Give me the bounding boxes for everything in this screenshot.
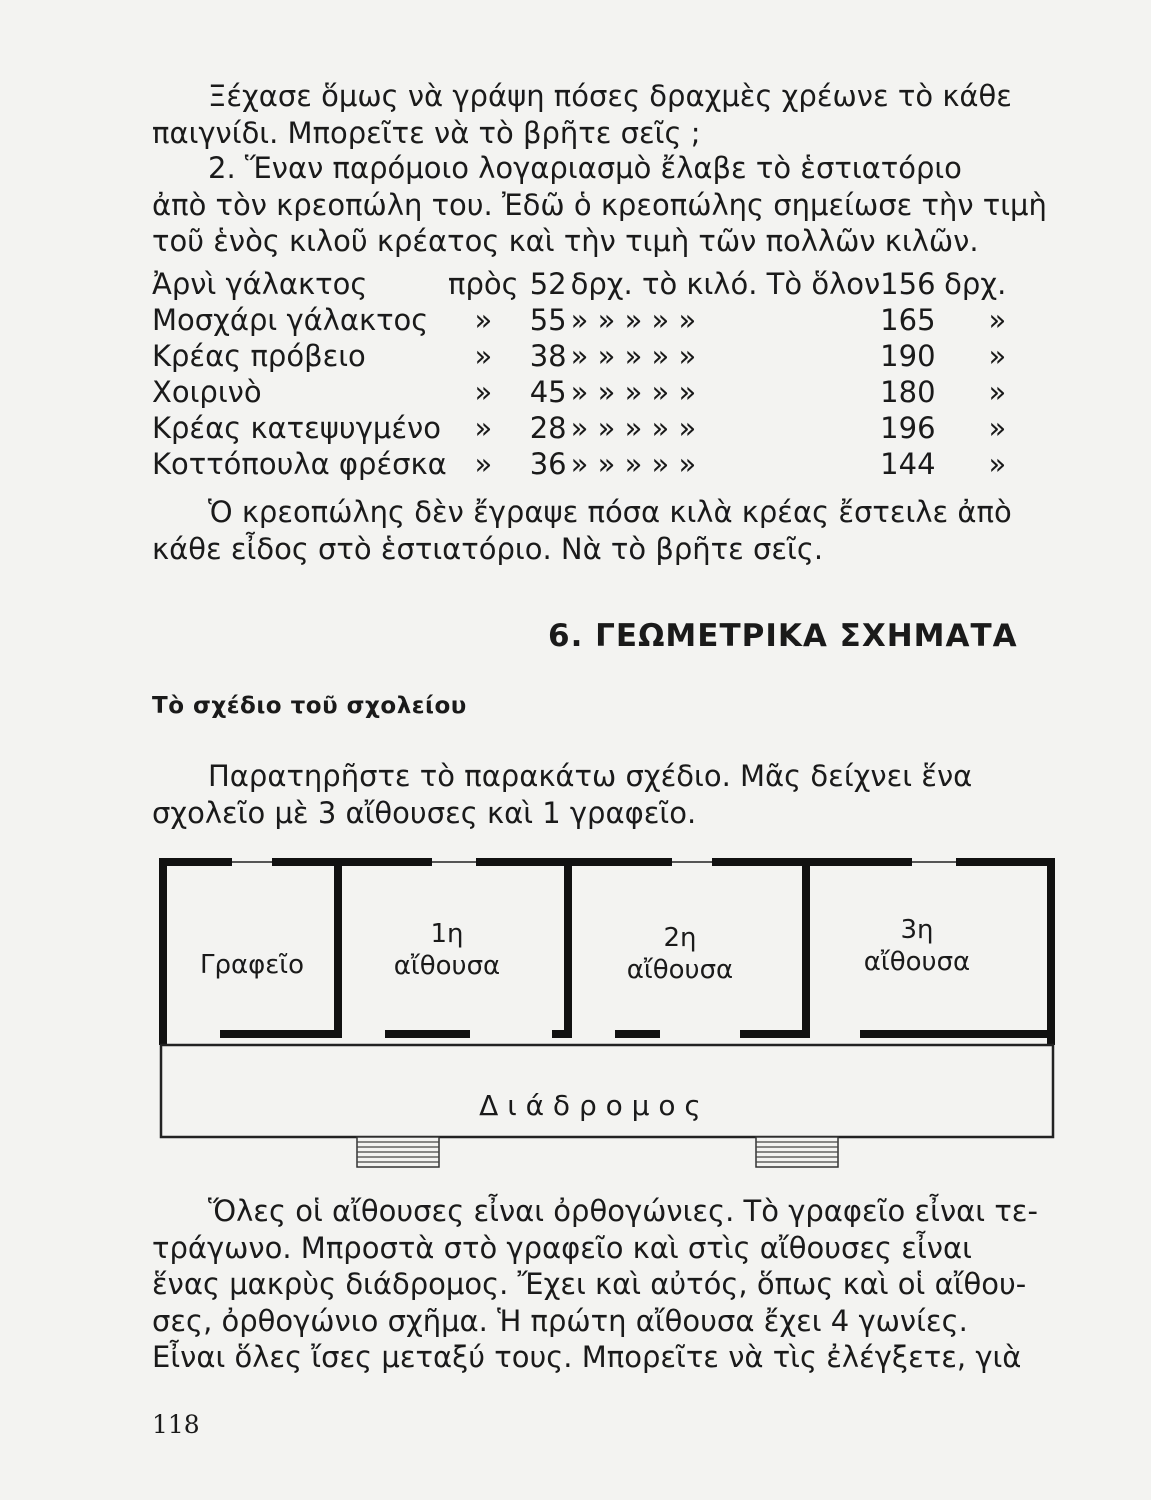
item-unit: » <box>988 375 1007 409</box>
text-line: 2. Ἕναν παρόμοιο λογαριασμὸ ἔλαβε τὸ ἑστιατόριο <box>208 151 962 185</box>
text-line: Ὁ κρεοπώλης δὲν ἔγραψε πόσα κιλὰ κρέας ἔστειλε ἀπὸ <box>208 495 1012 529</box>
item-price: 36 <box>529 447 567 481</box>
item-name: Ἀρνὶ γάλακτος <box>152 267 368 301</box>
item-prefix: » <box>474 339 493 373</box>
item-total: 165 <box>880 303 936 337</box>
text-line: Ὅλες οἱ αἴθουσες εἶναι ὀρθογώνιες. Τὸ γραφεῖο εἶναι τε- <box>208 1194 1038 1228</box>
entrance-steps <box>357 1137 838 1167</box>
room1-number: 1η <box>430 919 464 949</box>
text-line: σες, ὀρθογώνιο σχῆμα. Ἡ πρώτη αἴθουσα ἔχει 4 γωνίες. <box>152 1303 968 1338</box>
room2-word: αἴθουσα <box>626 955 734 985</box>
room1-word: αἴθουσα <box>393 951 501 981</box>
text-line: σχολεῖο μὲ 3 αἴθουσες καὶ 1 γραφεῖο. <box>152 795 697 830</box>
text-line: παιγνίδι. Μπορεῖτε νὰ τὸ βρῆτε σεῖς ; <box>152 115 701 150</box>
item-total: 190 <box>880 339 936 373</box>
item-name: Μοσχάρι γάλακτος <box>152 303 429 337</box>
section-heading: 6. ΓΕΩΜΕΤΡΙΚΑ ΣΧΗΜΑΤΑ <box>548 618 1018 654</box>
item-total: 196 <box>880 411 936 445</box>
room3-word: αἴθουσα <box>863 947 971 977</box>
item-price: 45 <box>529 375 567 409</box>
item-prefix: » <box>474 375 493 409</box>
text-line: Ξέχασε ὅμως νὰ γράψη πόσες δραχμὲς χρέωνε τὸ κάθε <box>208 79 1012 113</box>
text-line: κάθε εἶδος στὸ ἑστιατόριο. Νὰ τὸ βρῆτε σεῖς. <box>152 531 824 566</box>
text-line: ἀπὸ τὸν κρεοπώλη του. Ἐδῶ ὁ κρεοπώλης σημείωσε τὴν τιμὴ <box>152 187 1047 222</box>
room3-label <box>842 914 992 978</box>
closing-paragraph <box>152 1193 1052 1376</box>
item-total: 180 <box>880 375 936 409</box>
item-unit: » <box>988 303 1007 337</box>
item-price: 52 <box>529 267 567 301</box>
text-line: Παρατηρῆστε τὸ παρακάτω σχέδιο. Μᾶς δείχνει ἕνα <box>208 759 973 793</box>
corridor-label: Δ ι ά δ ρ ο μ ο ς <box>479 1089 701 1122</box>
item-middle: » » » » » <box>570 339 697 373</box>
page-number: 118 <box>152 1410 200 1439</box>
item-middle: » » » » » <box>570 447 697 481</box>
text-line: ἕνας μακρὺς διάδρομος. Ἔχει καὶ αὐτός, ὅπως καὶ οἱ αἴθου- <box>152 1267 1027 1301</box>
subheading: Τὸ σχέδιο τοῦ σχολείου <box>152 693 467 719</box>
item-price: 28 <box>529 411 567 445</box>
text-line: Εἶναι ὅλες ἴσες μεταξύ τους. Μπορεῖτε νὰ τὶς ἐλέγξετε, γιὰ <box>152 1340 1022 1374</box>
text-line: τράγωνο. Μπροστὰ στὸ γραφεῖο καὶ στὶς αἴθουσες εἶναι <box>152 1230 972 1265</box>
item-middle: » » » » » <box>570 411 697 445</box>
item-total: 144 <box>880 447 936 481</box>
item-unit: δρχ. <box>944 267 1007 301</box>
item-prefix: πρὸς <box>448 267 519 301</box>
item-name: Κρέας κατεψυγμένο <box>152 411 441 445</box>
item-name: Κοττόπουλα φρέσκα <box>152 447 447 481</box>
item-price: 38 <box>529 339 567 373</box>
room2-number: 2η <box>663 923 697 953</box>
item-prefix: » <box>474 303 493 337</box>
room1-label <box>372 918 522 982</box>
item-middle: » » » » » <box>570 375 697 409</box>
item-unit: » <box>988 411 1007 445</box>
item-middle: δρχ. τὸ κιλό. Τὸ ὅλον <box>570 267 881 301</box>
room2-label <box>605 922 755 986</box>
item-name: Χοιρινὸ <box>152 375 262 409</box>
item-unit: » <box>988 447 1007 481</box>
room3-number: 3η <box>900 915 934 945</box>
text-line: τοῦ ἑνὸς κιλοῦ κρέατος καὶ τὴν τιμὴ τῶν πολλῶν κιλῶν. <box>152 224 979 258</box>
item-prefix: » <box>474 411 493 445</box>
item-prefix: » <box>474 447 493 481</box>
item-price: 55 <box>529 303 567 337</box>
item-middle: » » » » » <box>570 303 697 337</box>
item-unit: » <box>988 339 1007 373</box>
item-total: 156 <box>880 267 936 301</box>
office-label: Γραφεῖο <box>199 950 305 980</box>
item-name: Κρέας πρόβειο <box>152 339 366 373</box>
